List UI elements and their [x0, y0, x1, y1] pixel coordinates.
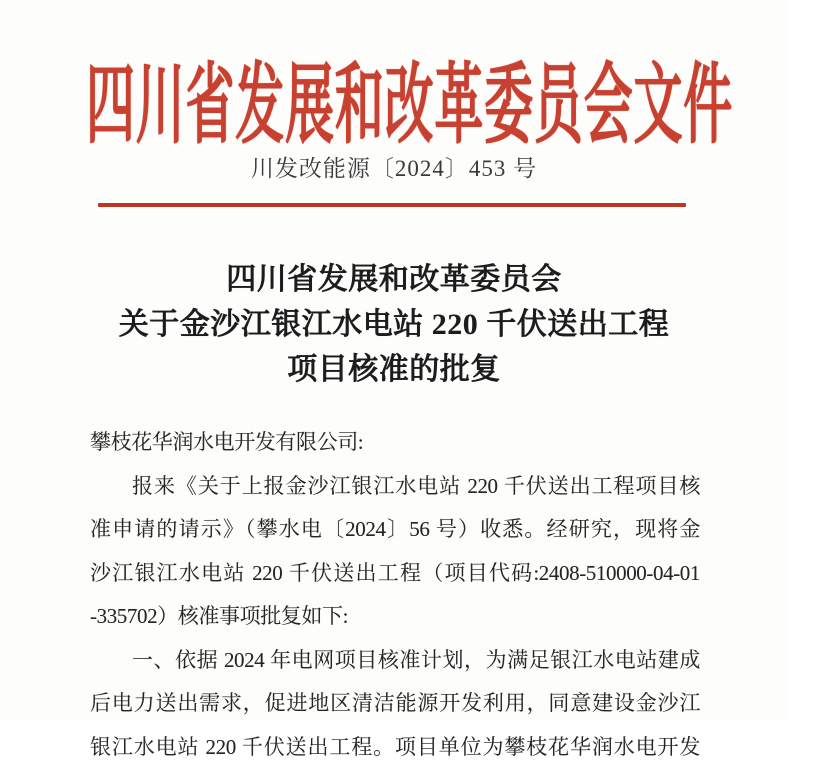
issuing-org-banner-text: 四川省发展和改革委员会文件 [86, 34, 733, 160]
document-number: 川发改能源〔2024〕453 号 [0, 150, 788, 183]
title-line-2: 关于金沙江银江水电站 220 千伏送出工程 [0, 302, 788, 347]
document-line: 沙江银江水电站 220 千伏送出工程（项目代码:2408-510000-04-01 [90, 552, 700, 596]
document-line: -335702）核准事项批复如下: [90, 595, 700, 639]
document-title [0, 257, 788, 392]
document-line: 银江水电站 220 千伏送出工程。项目单位为攀枝花华润水电开发 [90, 726, 700, 769]
recipient-line: 攀枝花华润水电开发有限公司: [90, 421, 700, 465]
document-line: 报来《关于上报金沙江银江水电站 220 千伏送出工程项目核 [90, 465, 700, 509]
document-line: 一、依据 2024 年电网项目核准计划，为满足银江水电站建成 [90, 639, 700, 683]
document-line: 准申请的请示》（攀水电〔2024〕56 号）收悉。经研究，现将金 [90, 508, 700, 552]
title-line-1: 四川省发展和改革委员会 [0, 257, 788, 302]
title-line-3: 项目核准的批复 [0, 347, 788, 392]
document-line: 后电力送出需求，促进地区清洁能源开发利用，同意建设金沙江 [90, 682, 700, 726]
document-body [90, 421, 700, 769]
red-header-banner [0, 34, 788, 123]
red-divider-rule [98, 203, 686, 207]
